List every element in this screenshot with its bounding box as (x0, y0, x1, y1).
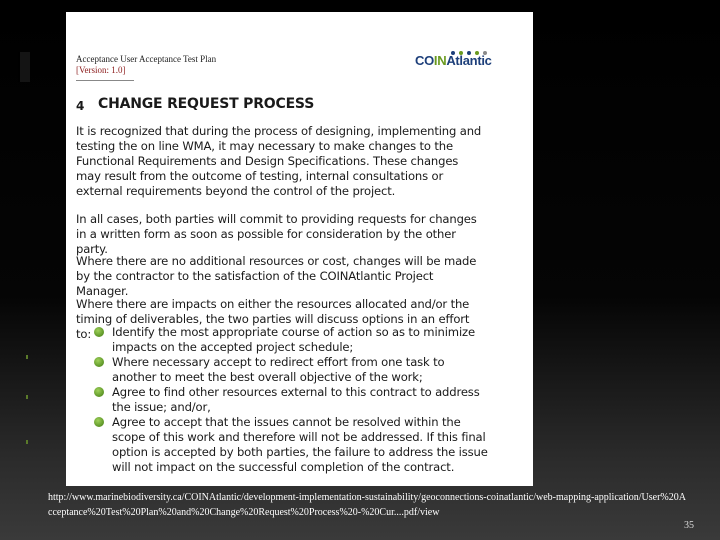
slide-accent-bar (18, 52, 30, 82)
green-bullet-icon (94, 357, 104, 367)
document-header-title: Acceptance User Acceptance Test Plan (76, 54, 217, 64)
coinatlantic-logo (413, 38, 493, 78)
header-divider (76, 80, 134, 81)
document-header-version: [Version: 1.0] (76, 65, 126, 75)
paragraph: In all cases, both parties will commit to providing requests for changes in a written form as soon as possible for consideration by the other party. (76, 212, 477, 256)
section-title: CHANGE REQUEST PROCESS (98, 96, 315, 112)
list-item (90, 325, 490, 355)
document-header (76, 54, 216, 76)
list-item-text: Identify the most appropriate course of action so as to minimize impacts on the accepted project schedule; (112, 325, 475, 354)
list-item (90, 385, 490, 415)
options-list (90, 325, 490, 475)
section-number: 4 (76, 99, 85, 113)
list-item-text: Agree to find other resources external to this contract to address the issue; and/or, (112, 385, 480, 414)
source-url: http://www.marinebiodiversity.ca/COINAtlantic/development-implementation-sustainability/geoconnections-coinatlantic/web-mapping-application/User%20Acceptance%20Test%20Plan%20and%20Change%20Request%20Process%20-%20Cur....pdf/view (48, 492, 686, 518)
logo-text: COINAtlantic (415, 53, 492, 68)
document-image (66, 12, 533, 486)
green-bullet-icon (94, 387, 104, 397)
green-bullet-icon (94, 327, 104, 337)
green-bullet-icon (94, 417, 104, 427)
slide-accent-mark (26, 355, 28, 359)
slide-accent-mark (26, 440, 28, 444)
list-item-text: Where necessary accept to redirect effort from one task to another to meet the best overall objective of the work; (112, 355, 445, 384)
paragraph: Where there are impacts on either the resources allocated and/or the timing of deliverables, the two parties will discuss options in an effort to: (76, 297, 470, 341)
list-item-text: Agree to accept that the issues cannot be resolved within the scope of this work and therefore will not be addressed. If this final option is accepted by both parties, the failure to address the issue will not impact on the successful completion of the contract. (112, 415, 488, 474)
paragraph: Where there are no additional resources or cost, changes will be made by the contractor to the satisfaction of the COINAtlantic Project Manager. (76, 254, 477, 298)
slide-number: 35 (684, 520, 694, 531)
list-item (90, 415, 490, 475)
paragraph: It is recognized that during the process of designing, implementing and testing the on line WMA, it may necessary to make changes to the Functional Requirements and Design Specifications. These changes may result from the outcome of testing, internal consultations or external requirements beyond the control of the project. (76, 124, 482, 198)
list-item (90, 355, 490, 385)
slide-accent-mark (26, 395, 28, 399)
